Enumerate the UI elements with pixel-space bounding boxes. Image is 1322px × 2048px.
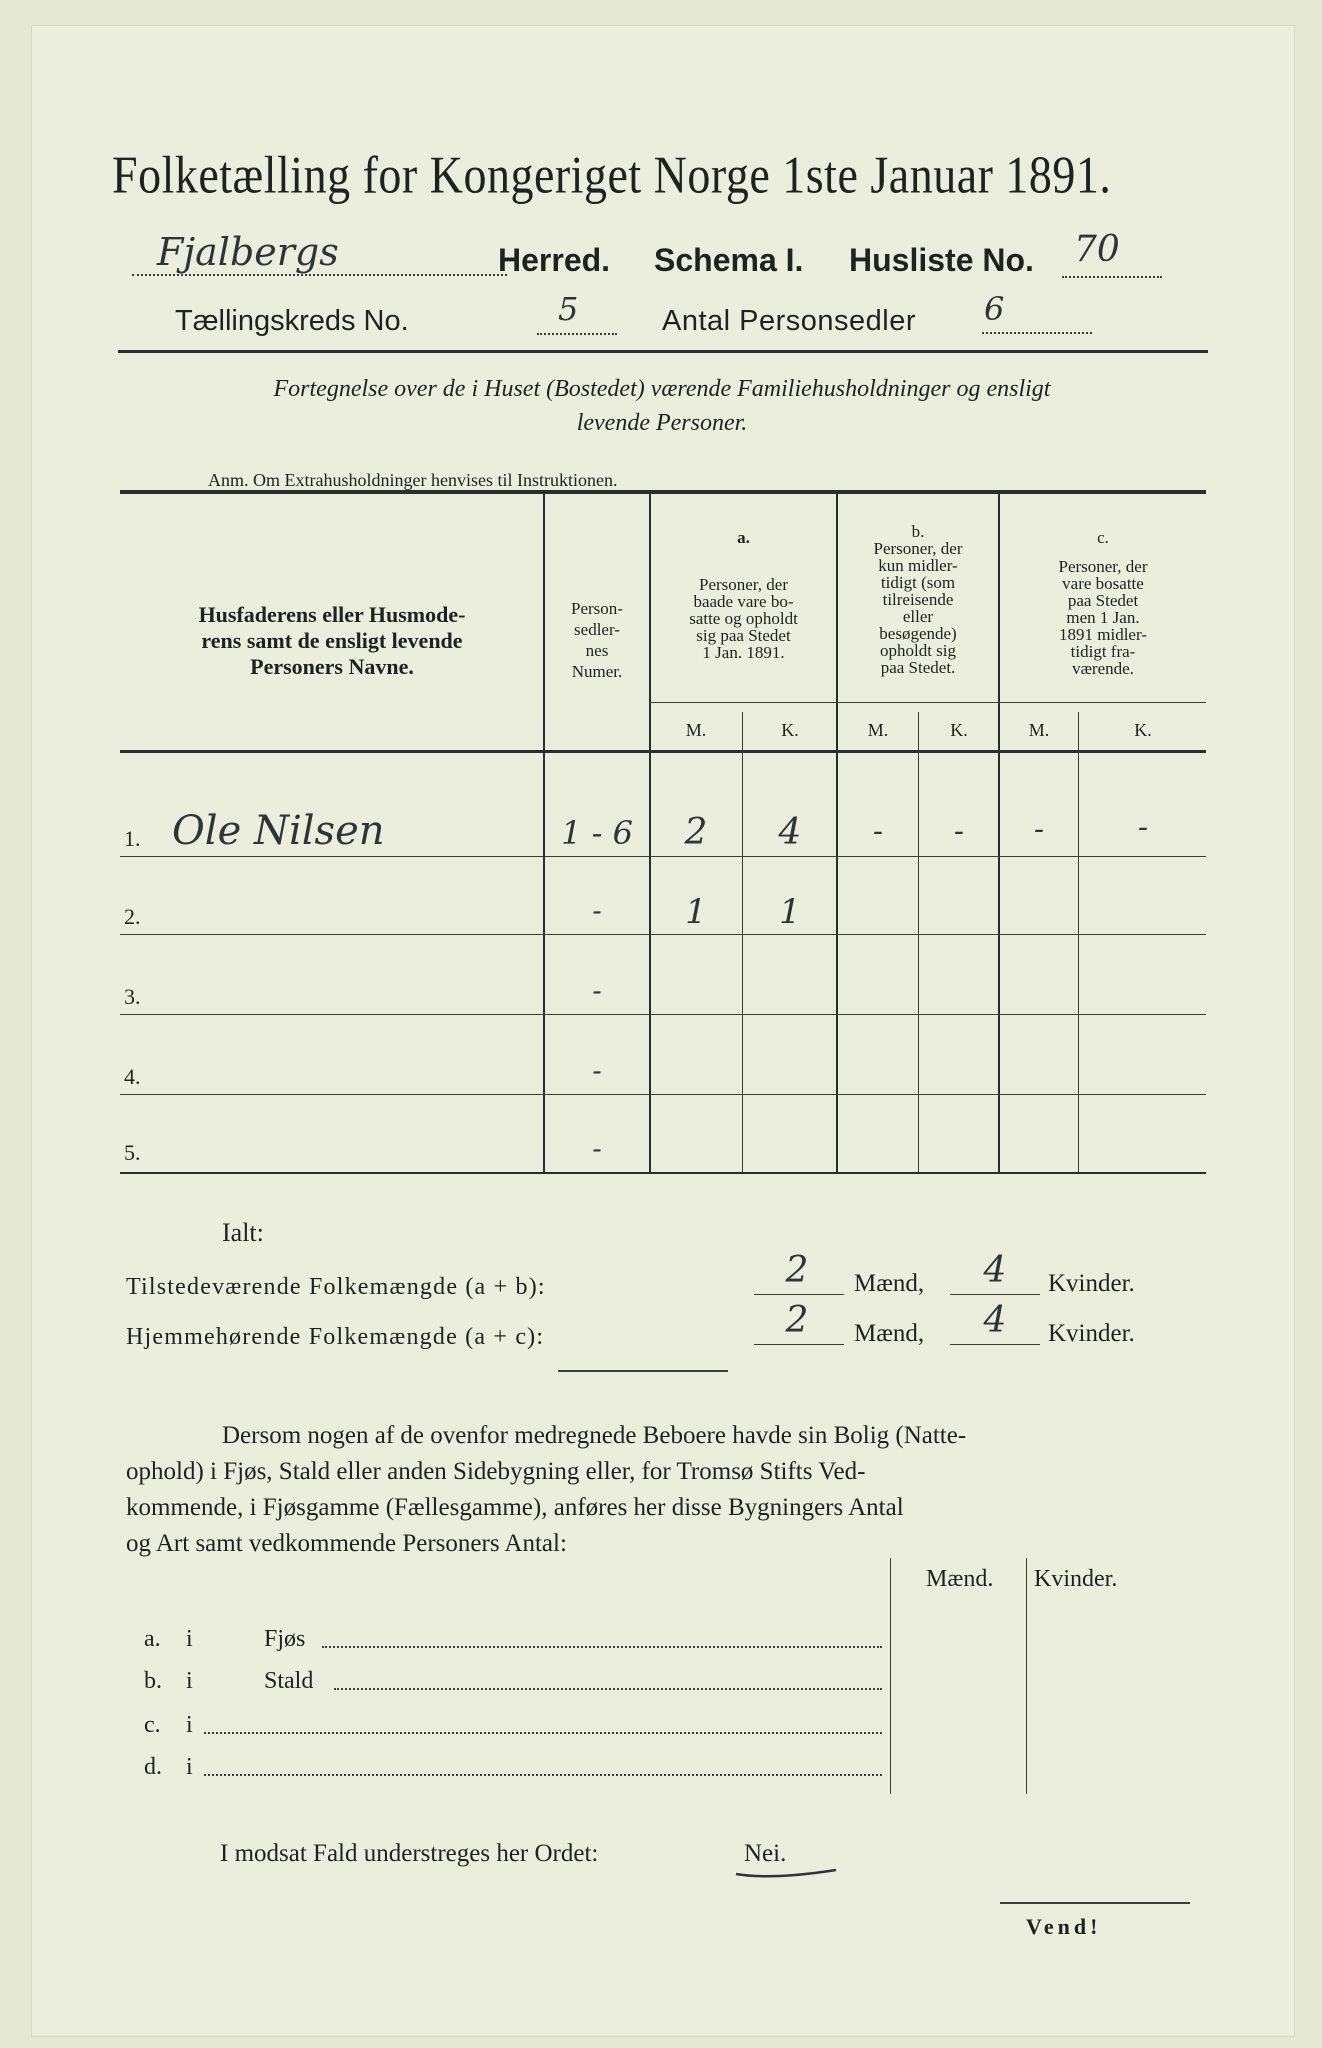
anm-note: Anm. Om Extrahusholdninger henvises til Instruktionen.	[208, 470, 618, 490]
footer-rule	[1000, 1902, 1190, 1904]
herred-dotted-line	[132, 274, 507, 276]
tilstede-maend-word: Mænd,	[854, 1270, 925, 1297]
col-a-header-line: Personer, der	[698, 575, 788, 594]
col-a-header-line: satte og opholdt	[689, 609, 798, 628]
building-item-prep: i	[186, 1754, 193, 1780]
col-b-header-line: kun midler-	[878, 556, 958, 575]
col-c-header-line: vare bosatte	[1062, 574, 1144, 593]
table-row-b-k: -	[953, 814, 965, 849]
table-row-c-k: -	[1137, 810, 1149, 845]
building-item-dots	[334, 1688, 882, 1690]
hjemme-kvinder-line	[950, 1344, 1040, 1345]
ialt-label: Ialt:	[222, 1218, 264, 1247]
mk-divider-a	[742, 712, 743, 1172]
table-top-rule	[120, 490, 1206, 494]
table-row-numer: -	[592, 974, 602, 1007]
col-b-header-line: opholdt sig	[879, 641, 957, 660]
table-row-numer: -	[592, 894, 602, 927]
table-row-numer: -	[592, 1132, 602, 1165]
buildings-kvinder-header: Kvinder.	[1034, 1566, 1118, 1592]
col-b-header-line: Personer, der	[873, 539, 963, 558]
building-item-letter: b.	[144, 1668, 162, 1694]
buildings-paragraph-line: ophold) i Fjøs, Stald eller anden Sidebygning eller, for Tromsø Stifts Ved-	[126, 1458, 866, 1485]
col-numer-header-line: Numer.	[571, 662, 623, 681]
antal-label: Antal Personsedler	[662, 305, 917, 337]
hjemme-maend-word: Mænd,	[854, 1320, 925, 1347]
table-row-name: Ole Nilsen	[172, 808, 385, 854]
form-title: Folketælling for Kongeriget Norge 1ste Januar 1891.	[112, 145, 1112, 204]
antal-value: 6	[984, 290, 1005, 328]
kreds-label: Tællingskreds No.	[175, 305, 409, 337]
hjemme-kvinder-value: 4	[983, 1300, 1007, 1341]
tilstede-maend-line	[754, 1294, 844, 1295]
nei-word: Nei.	[744, 1840, 787, 1867]
table-row-number: 5.	[124, 1140, 141, 1165]
table-header-bottom-rule	[120, 750, 1206, 753]
intro-line-1: Fortegnelse over de i Huset (Bostedet) værende Familiehusholdninger og ensligt	[273, 376, 1051, 402]
c-k-label: K.	[1134, 720, 1152, 740]
col-names-header-line: Husfaderens eller Husmode-	[198, 602, 466, 627]
mk-divider-c	[1078, 712, 1079, 1172]
header-rule	[118, 350, 1208, 353]
col-b-header-line: tilreisende	[882, 590, 954, 609]
col-b-header-line: besøgende)	[879, 624, 957, 643]
buildings-paragraph-line: kommende, i Fjøsgamme (Fællesgamme), anføres her disse Bygningers Antal	[126, 1494, 904, 1521]
col-names-header-line: rens samt de ensligt levende	[201, 628, 463, 653]
census-form-sheet	[32, 26, 1294, 2036]
hjemme-maend-value: 2	[785, 1300, 809, 1341]
row-rule	[120, 934, 1206, 935]
building-item-label: Fjøs	[264, 1626, 306, 1652]
tilstede-maend-value: 2	[785, 1250, 809, 1291]
b-k-label: K.	[950, 720, 968, 740]
table-row-a-m: 2	[684, 812, 708, 853]
building-item-dots	[322, 1646, 882, 1648]
table-row-c-m: -	[1033, 812, 1045, 847]
col-c-letter: c.	[1097, 528, 1109, 547]
table-bottom-rule	[120, 1172, 1206, 1174]
antal-dotted-line	[982, 332, 1092, 334]
row-rule	[120, 1094, 1206, 1095]
col-numer-header-line: sedler-	[574, 620, 620, 639]
table-row-number: 3.	[124, 984, 141, 1009]
hjemme-label: Hjemmehørende Folkemængde (a + c):	[126, 1324, 545, 1350]
table-row-a-m: 1	[685, 892, 707, 932]
col-a-header-line: baade vare bo-	[693, 592, 794, 611]
nei-underline	[732, 1864, 842, 1882]
buildings-paragraph	[126, 1418, 1216, 1562]
table-row-numer: 1 - 6	[561, 814, 633, 852]
table-row-a-k: 4	[778, 812, 802, 853]
col-c-header	[1000, 558, 1206, 677]
building-item-letter: c.	[144, 1712, 161, 1738]
building-item-letter: a.	[144, 1626, 161, 1652]
col-a-letter: a.	[737, 528, 750, 547]
intro-line-2: levende Personer.	[576, 410, 748, 436]
col-numer-header-line: nes	[585, 641, 609, 660]
buildings-maend-header: Mænd.	[926, 1566, 994, 1592]
kreds-value: 5	[558, 290, 579, 328]
buildings-col-divider	[890, 1558, 891, 1794]
col-names-header	[132, 602, 532, 680]
building-item-prep: i	[186, 1668, 193, 1694]
col-c-header-line: Personer, der	[1058, 557, 1148, 576]
hjemme-maend-line	[754, 1344, 844, 1345]
buildings-paragraph-line: og Art samt vedkommende Personers Antal:	[126, 1530, 567, 1557]
col-c-header-line: værende.	[1072, 659, 1134, 678]
col-b-header-line: paa Stedet.	[880, 658, 956, 677]
col-b-header-line: eller	[902, 607, 934, 626]
col-a-header-line: sig paa Stedet	[696, 626, 791, 645]
modsat-text: I modsat Fald understreges her Ordet:	[220, 1840, 599, 1867]
col-a-header	[651, 576, 836, 661]
table-row-number: 4.	[124, 1064, 141, 1089]
col-c-header-line: 1891 midler-	[1059, 625, 1147, 644]
vend-text: Vend!	[1026, 1914, 1102, 1939]
section-divider	[558, 1370, 728, 1372]
buildings-col-divider	[1026, 1558, 1027, 1794]
col-numer-header	[545, 598, 649, 682]
col-b-header-line: tidigt (som	[880, 573, 956, 592]
buildings-paragraph-line: Dersom nogen af de ovenfor medregnede Beboere havde sin Bolig (Natte-	[222, 1422, 967, 1449]
building-item-dots	[204, 1732, 882, 1734]
husliste-dotted-line	[1062, 276, 1162, 278]
herred-label: Herred.	[498, 242, 611, 278]
a-m-label: M.	[685, 720, 707, 740]
col-c-header-line: paa Stedet	[1067, 591, 1139, 610]
building-item-dots	[204, 1774, 882, 1776]
building-item-letter: d.	[144, 1754, 162, 1780]
building-item-prep: i	[186, 1712, 193, 1738]
table-row-number: 2.	[124, 904, 141, 929]
husliste-label: Husliste No.	[849, 242, 1034, 278]
building-item-prep: i	[186, 1626, 193, 1652]
mk-divider-b	[918, 712, 919, 1172]
table-row-number: 1.	[124, 826, 141, 851]
tilstede-kvinder-value: 4	[983, 1250, 1007, 1291]
herred-value: Fjalbergs	[157, 230, 339, 274]
table-row-b-m: -	[872, 814, 884, 849]
col-c-header-line: tidigt fra-	[1070, 642, 1136, 661]
table-row-a-k: 1	[779, 892, 801, 932]
b-m-label: M.	[867, 720, 889, 740]
table-row-numer: -	[592, 1054, 602, 1087]
schema-label: Schema I.	[654, 242, 804, 278]
husliste-value: 70	[1074, 229, 1120, 270]
tilstede-kvinder-line	[950, 1294, 1040, 1295]
row-rule	[120, 1014, 1206, 1015]
col-a-header-line: 1 Jan. 1891.	[702, 643, 785, 662]
hjemme-kvinder-word: Kvinder.	[1048, 1320, 1135, 1347]
a-k-label: K.	[781, 720, 799, 740]
mk-top-rule	[649, 702, 1206, 703]
col-names-header-line: Personers Navne.	[250, 654, 414, 679]
col-c-header-line: men 1 Jan.	[1066, 608, 1140, 627]
row-rule	[120, 856, 1206, 857]
kreds-dotted-line	[537, 333, 617, 335]
c-m-label: M.	[1028, 720, 1050, 740]
tilstede-kvinder-word: Kvinder.	[1048, 1270, 1135, 1297]
col-b-letter: b.	[911, 522, 925, 541]
col-numer-header-line: Person-	[571, 599, 623, 618]
tilstede-label: Tilstedeværende Folkemængde (a + b):	[126, 1274, 546, 1300]
building-item-label: Stald	[264, 1668, 314, 1694]
col-b-header	[838, 540, 998, 676]
